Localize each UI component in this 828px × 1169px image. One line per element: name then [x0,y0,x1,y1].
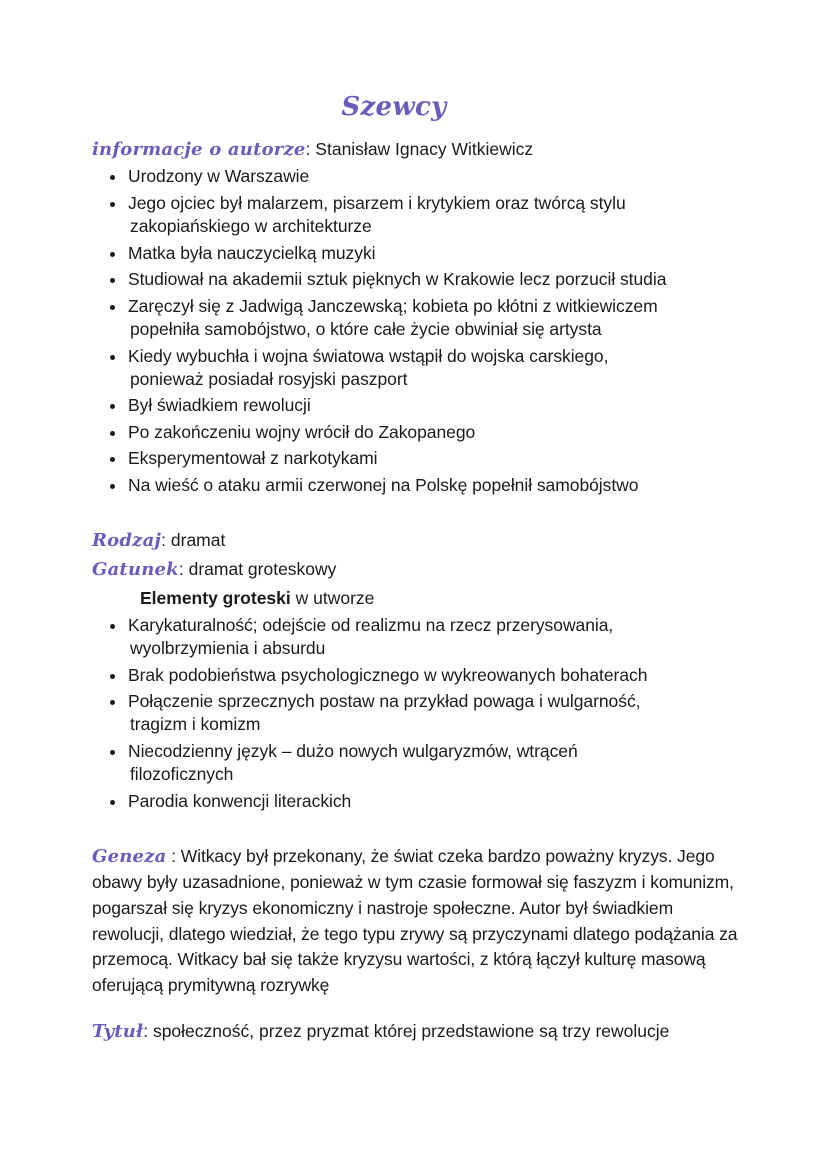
gatunek-label: Gatunek [92,558,179,580]
list-item [92,447,742,470]
list-item-text: Parodia konwencji literackich [128,790,352,811]
groteska-subheading-bold: Elementy groteski [140,587,291,608]
rodzaj-value: dramat [170,529,226,550]
author-info-line [92,138,742,161]
list-item [92,345,742,391]
author-info-value: Stanisław Ignacy Witkiewicz [315,139,534,159]
list-item-text: Na wieść o ataku armii czerwonej na Polskę popełnił samobójstwo [128,475,639,496]
list-item [92,165,742,188]
list-item-text: Niecodzienny język – dużo nowych wulgaryzmów, wtrąceń [128,740,578,761]
rodzaj-line [92,529,742,553]
list-item-text: Karykaturalność; odejście od realizmu na rzecz przerysowania, [128,614,614,635]
list-item-continuation: filozoficznych [130,763,234,784]
gatunek-value: dramat groteskowy [188,558,337,579]
document-content [92,92,742,1044]
list-item-text: Kiedy wybuchła i wojna światowa wstąpił do wojska carskiego, [128,345,609,366]
section-gap [92,816,742,844]
list-item-text: Brak podobieństwa psychologicznego w wykreowanych bohaterach [128,664,648,685]
list-item-text: Po zakończeniu wojny wrócił do Zakopanego [128,421,476,442]
section-gap [92,998,742,1020]
author-info-label: informacje o autorze [92,139,306,160]
tytul-line [92,1020,742,1044]
list-item [92,474,742,497]
list-item [92,394,742,417]
list-item-text: Był świadkiem rewolucji [128,395,311,416]
list-item-text: Urodzony w Warszawie [128,166,310,187]
groteska-subheading [92,587,742,610]
geneza-label: Geneza [92,846,167,868]
list-item [92,242,742,265]
tytul-separator: : [143,1021,153,1042]
list-item-continuation: wyolbrzymienia i absurdu [130,638,326,659]
list-item [92,268,742,291]
tytul-value: społeczność, przez pryzmat której przedstawione są trzy rewolucje [152,1021,670,1042]
author-info-separator: : [305,139,316,159]
list-item [92,421,742,444]
list-item-text: Połączenie sprzecznych postaw na przykład powaga i wulgarność, [128,691,641,712]
geneza-separator: : [166,846,181,867]
list-item-text: Eksperymentował z narkotykami [128,448,378,469]
groteska-bullet-list [92,614,742,813]
list-item [92,295,742,341]
list-item-continuation: zakopiańskiego w architekturze [130,216,372,237]
tytul-label: Tytuł [92,1021,144,1043]
list-item [92,664,742,687]
rodzaj-separator: : [161,529,171,550]
groteska-subheading-rest: w utworze [290,587,375,608]
rodzaj-label: Rodzaj [92,529,162,551]
list-item-text: Zaręczył się z Jadwigą Janczewską; kobieta po kłótni z witkiewiczem [128,295,658,316]
list-item-continuation: popełniła samobójstwo, o które całe życie obwiniał się artysta [130,318,602,339]
geneza-paragraph [92,844,742,998]
list-item-continuation: tragizm i komizm [130,714,261,735]
list-item [92,790,742,813]
list-item [92,614,742,660]
list-item [92,740,742,786]
section-gap [92,501,742,529]
list-item [92,690,742,736]
list-item [92,192,742,238]
page-title: Szewcy [341,92,447,122]
list-item-continuation: ponieważ posiadał rosyjski paszport [130,368,408,389]
author-bullet-list [92,165,742,497]
list-item-text: Studiował na akademii sztuk pięknych w Krakowie lecz porzucił studia [128,269,667,290]
gatunek-separator: : [178,558,189,579]
list-item-text: Matka była nauczycielką muzyki [128,242,376,263]
list-item-text: Jego ojciec był malarzem, pisarzem i krytykiem oraz twórcą stylu [128,192,626,213]
gatunek-line [92,558,742,582]
geneza-body: Witkacy był przekonany, że świat czeka bardzo poważny kryzys. Jego obawy były uzasadnione, ponieważ w tym czasie formował się faszyzm i komunizm, pogarszał się kryzys ekonomiczny i nastroje społeczne. Autor był świadkiem rewolucji, dlatego wiedział, że tego typu zrywy są przyczynami dlatego podążania za przemocą. Witkacy bał się także kryzysu wartości, z którą łączył kulturę masową oferującą prymitywną rozrywkę [92,846,738,995]
